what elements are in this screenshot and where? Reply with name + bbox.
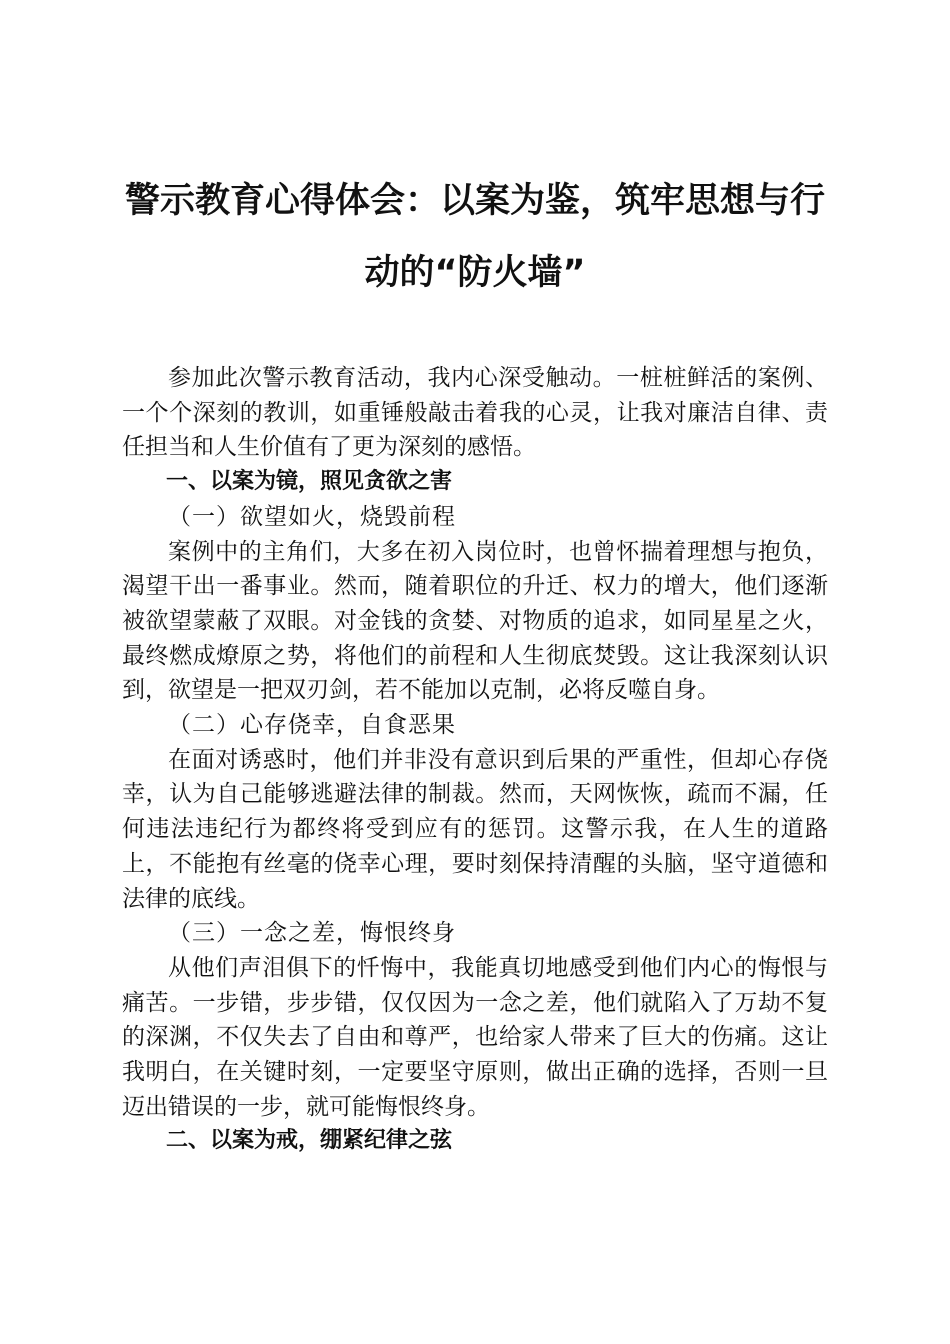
subsection-1-paragraph: 案例中的主角们，大多在初入岗位时，也曾怀揣着理想与抱负，渴望干出一番事业。然而，随着职位的升迁、权力的增大，他们逐渐被欲望蒙蔽了双眼。对金钱的贪婪、对物质的追求，如同星星之火，最终燃成燎原之势，将他们的前程和人生彻底焚毁。这让我深刻认识到，欲望是一把双刃剑，若不能加以克制，必将反噬自身。 bbox=[122, 538, 828, 704]
subsection-2-paragraph: 在面对诱惑时，他们并非没有意识到后果的严重性，但却心存侥幸，认为自己能够逃避法律的制裁。然而，天网恢恢，疏而不漏，任何违法违纪行为都终将受到应有的惩罚。这警示我，在人生的道路上，不能抱有丝毫的侥幸心理，要时刻保持清醒的头脑，坚守道德和法律的底线。 bbox=[122, 746, 828, 912]
document-body bbox=[122, 361, 828, 1159]
subsection-3-paragraph: 从他们声泪俱下的忏悔中，我能真切地感受到他们内心的悔恨与痛苦。一步错，步步错，仅仅因为一念之差，他们就陷入了万劫不复的深渊，不仅失去了自由和尊严，也给家人带来了巨大的伤痛。这让我明白，在关键时刻，一定要坚守原则，做出正确的选择，否则一旦迈出错误的一步，就可能悔恨终身。 bbox=[122, 954, 828, 1120]
subsection-2-heading: （二）心存侥幸，自食恶果 bbox=[168, 712, 456, 739]
section-2-heading: 二、以案为戒，绷紧纪律之弦 bbox=[166, 1128, 453, 1154]
section-1-heading: 一、以案为镜，照见贪欲之害 bbox=[166, 469, 453, 495]
subsection-3-heading: （三）一念之差，悔恨终身 bbox=[168, 920, 456, 947]
subsection-1-heading: （一）欲望如火，烧毁前程 bbox=[168, 503, 456, 530]
document-title: 警示教育心得体会：以案为鉴，筑牢思想与行动的“防火墙” bbox=[124, 181, 825, 293]
intro-paragraph: 参加此次警示教育活动，我内心深受触动。一桩桩鲜活的案例、一个个深刻的教训，如重锤般敲击着我的心灵，让我对廉洁自律、责任担当和人生价值有了更为深刻的感悟。 bbox=[122, 365, 828, 461]
